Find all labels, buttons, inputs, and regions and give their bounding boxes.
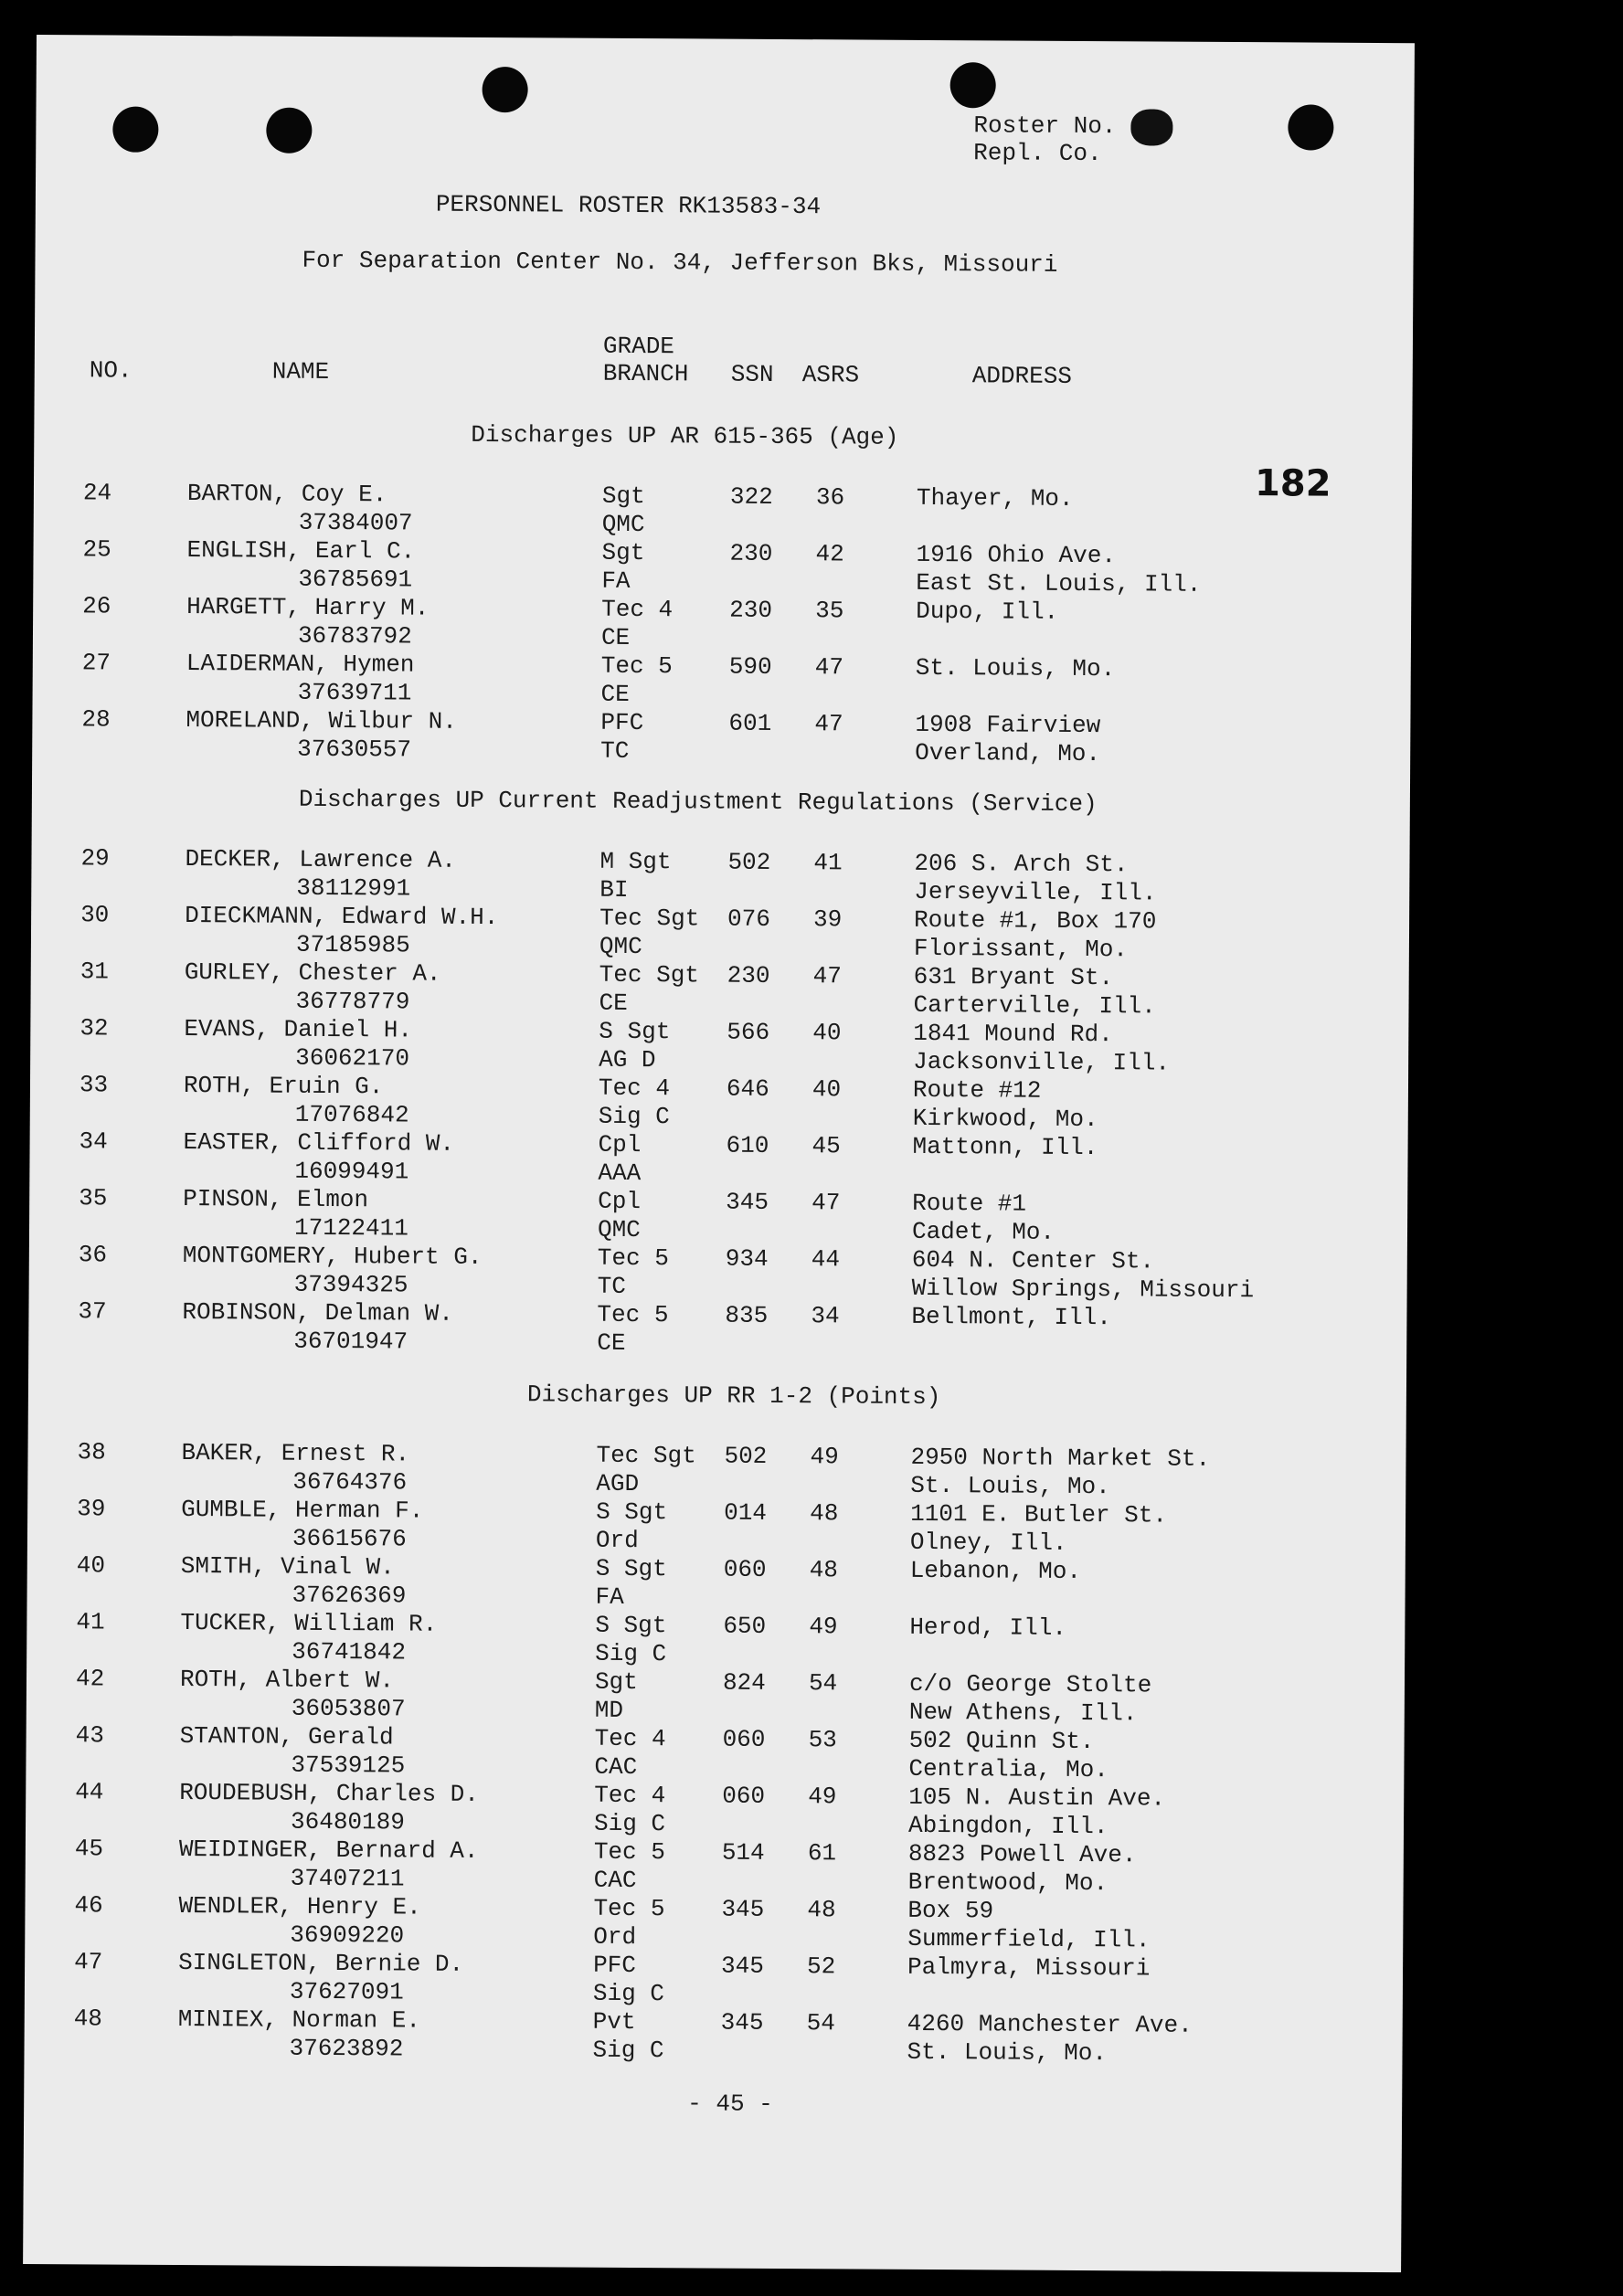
row-name: ROTH, Albert W. xyxy=(179,1665,395,1695)
row-address-line1: Bellmont, Ill. xyxy=(911,1302,1111,1332)
row-serial: 36764376 xyxy=(292,1467,408,1497)
row-no: 34 xyxy=(79,1127,108,1156)
row-no: 43 xyxy=(75,1721,104,1750)
row-name: GUMBLE, Herman F. xyxy=(181,1495,424,1525)
repl-co-label: Repl. Co. xyxy=(973,139,1102,168)
row-grade: Sgt xyxy=(601,481,645,511)
row-no: 32 xyxy=(80,1014,109,1042)
row-serial: 37185985 xyxy=(295,930,410,959)
row-branch: AG D xyxy=(599,1045,656,1074)
row-asrs: 36 xyxy=(815,483,845,512)
row-ssn: 650 xyxy=(723,1612,767,1640)
row-branch: Ord xyxy=(595,1526,639,1555)
row-serial: 36909220 xyxy=(290,1920,405,1950)
row-serial: 36615676 xyxy=(292,1524,407,1553)
row-branch: CE xyxy=(597,1328,626,1357)
row-no: 24 xyxy=(82,479,112,507)
row-asrs: 45 xyxy=(812,1132,841,1160)
row-branch: Sig C xyxy=(593,1809,666,1838)
row-grade: Tec 5 xyxy=(593,1837,665,1867)
row-asrs: 41 xyxy=(813,849,843,877)
row-branch: AGD xyxy=(596,1469,640,1498)
row-grade: PFC xyxy=(593,1951,637,1980)
row-name: PINSON, Elmon xyxy=(183,1185,369,1214)
row-address-line1: Lebanon, Mo. xyxy=(909,1556,1082,1586)
col-grade: GRADE xyxy=(602,332,675,361)
row-serial: 37539125 xyxy=(291,1751,406,1780)
row-address-line1: Route #1, Box 170 xyxy=(914,905,1157,936)
row-no: 39 xyxy=(77,1495,106,1523)
section-heading: Discharges UP AR 615-365 (Age) xyxy=(471,420,899,451)
row-no: 40 xyxy=(76,1551,106,1580)
row-ssn: 076 xyxy=(727,905,771,933)
row-grade: Tec 4 xyxy=(594,1781,666,1810)
row-asrs: 40 xyxy=(812,1075,842,1104)
row-address-line2: Cadet, Mo. xyxy=(911,1217,1055,1246)
row-address-line1: 631 Bryant St. xyxy=(913,962,1114,992)
row-ssn: 060 xyxy=(723,1555,767,1583)
row-asrs: 47 xyxy=(812,962,843,990)
row-serial: 16099491 xyxy=(294,1157,409,1186)
page-title: PERSONNEL ROSTER RK13583-34 xyxy=(435,190,822,221)
row-asrs: 39 xyxy=(813,905,843,934)
row-ssn: 610 xyxy=(726,1131,769,1159)
row-address-line1: Thayer, Mo. xyxy=(916,483,1074,513)
col-address: ADDRESS xyxy=(971,362,1073,390)
row-address-line1: Herod, Ill. xyxy=(909,1613,1067,1642)
row-serial: 38112991 xyxy=(296,873,411,903)
row-ssn: 230 xyxy=(729,539,773,567)
row-name: WEIDINGER, Bernard A. xyxy=(178,1835,479,1865)
row-asrs: 47 xyxy=(814,653,844,682)
row-serial: 36778779 xyxy=(295,987,410,1016)
col-branch: BRANCH xyxy=(602,359,689,388)
row-no: 45 xyxy=(74,1835,104,1863)
row-grade: PFC xyxy=(600,708,644,737)
row-branch: BI xyxy=(599,875,629,904)
section-heading: Discharges UP RR 1-2 (Points) xyxy=(526,1381,941,1412)
row-serial: 36701947 xyxy=(293,1327,408,1356)
row-address-line2: Brentwood, Mo. xyxy=(907,1867,1109,1898)
row-name: LAIDERMAN, Hymen xyxy=(186,650,415,679)
row-no: 42 xyxy=(75,1665,105,1693)
row-asrs: 49 xyxy=(808,1783,837,1811)
row-address-line2: Kirkwood, Mo. xyxy=(912,1104,1098,1134)
row-address-line1: 502 Quinn St. xyxy=(908,1726,1095,1756)
row-name: ROBINSON, Delman W. xyxy=(182,1298,454,1328)
row-ssn: 014 xyxy=(724,1498,768,1527)
row-address-line1: 1101 E. Butler St. xyxy=(910,1499,1168,1529)
row-name: MINIEX, Norman E. xyxy=(177,2005,421,2035)
row-ssn: 345 xyxy=(726,1188,769,1216)
row-name: EVANS, Daniel H. xyxy=(184,1015,413,1044)
row-branch: Sig C xyxy=(592,1979,665,2008)
row-ssn: 646 xyxy=(726,1074,769,1103)
row-address-line1: 2950 North Market St. xyxy=(910,1443,1211,1473)
row-branch: QMC xyxy=(597,1215,641,1244)
row-ssn: 502 xyxy=(727,848,771,876)
row-asrs: 34 xyxy=(811,1302,840,1330)
row-name: ENGLISH, Earl C. xyxy=(186,536,416,566)
row-name: STANTON, Gerald xyxy=(179,1721,394,1751)
row-branch: AAA xyxy=(598,1159,642,1188)
row-ssn: 345 xyxy=(721,1952,765,1980)
punch-hole xyxy=(482,67,527,112)
row-address-line2: St. Louis, Mo. xyxy=(907,2037,1108,2068)
row-address-line2: New Athens, Ill. xyxy=(908,1698,1138,1728)
row-no: 31 xyxy=(80,958,110,986)
row-no: 27 xyxy=(81,649,111,677)
row-branch: TC xyxy=(600,736,630,765)
row-no: 26 xyxy=(82,592,111,620)
row-serial: 37630557 xyxy=(297,735,412,764)
row-no: 29 xyxy=(80,844,110,873)
row-address-line1: St. Louis, Mo. xyxy=(915,653,1116,683)
section-heading: Discharges UP Current Readjustment Regulations (Service) xyxy=(298,785,1098,819)
row-ssn: 345 xyxy=(721,1895,765,1923)
row-asrs: 35 xyxy=(815,597,844,625)
row-address-line2: Jacksonville, Ill. xyxy=(913,1047,1171,1077)
row-branch: CE xyxy=(600,623,631,651)
row-address-line1: Palmyra, Missouri xyxy=(907,1952,1151,1983)
row-grade: Tec 4 xyxy=(598,1074,671,1103)
row-address-line2: Summerfield, Ill. xyxy=(907,1924,1151,1954)
col-asrs: ASRS xyxy=(801,361,860,389)
row-grade: Cpl xyxy=(598,1130,642,1159)
row-serial: 37394325 xyxy=(293,1270,408,1299)
row-address-line1: 105 N. Austin Ave. xyxy=(908,1783,1166,1813)
row-branch: QMC xyxy=(601,510,645,539)
row-no: 35 xyxy=(79,1184,108,1212)
row-address-line1: 8823 Powell Ave. xyxy=(907,1839,1137,1869)
row-branch: QMC xyxy=(599,932,642,961)
row-address-line2: Centralia, Mo. xyxy=(908,1754,1109,1784)
row-grade: Tec Sgt xyxy=(599,904,700,933)
punch-hole xyxy=(112,107,158,153)
row-name: GURLEY, Chester A. xyxy=(184,958,441,988)
row-name: WENDLER, Henry E. xyxy=(178,1891,421,1921)
row-ssn: 322 xyxy=(729,482,773,511)
row-address-line2: Olney, Ill. xyxy=(909,1528,1067,1557)
row-asrs: 40 xyxy=(812,1019,842,1047)
row-asrs: 48 xyxy=(809,1556,839,1584)
row-serial: 17076842 xyxy=(294,1100,409,1129)
row-ssn: 060 xyxy=(722,1782,766,1810)
row-ssn: 835 xyxy=(725,1301,769,1329)
row-ssn: 824 xyxy=(722,1668,766,1697)
row-branch: MD xyxy=(594,1696,624,1724)
row-no: 36 xyxy=(78,1241,108,1269)
row-asrs: 52 xyxy=(807,1952,836,1981)
row-address-line1: 4260 Manchester Ave. xyxy=(907,2009,1193,2039)
row-grade: Pvt xyxy=(592,2007,636,2037)
row-grade: Tec 4 xyxy=(594,1724,666,1753)
row-address-line1: c/o George Stolte xyxy=(908,1669,1152,1699)
row-name: ROTH, Eruin G. xyxy=(183,1072,384,1101)
row-address-line2: St. Louis, Mo. xyxy=(910,1471,1110,1501)
row-name: MONTGOMERY, Hubert G. xyxy=(182,1242,483,1272)
row-name: SINGLETON, Bernie D. xyxy=(178,1948,464,1978)
row-address-line2: Carterville, Ill. xyxy=(913,990,1156,1021)
row-branch: FA xyxy=(595,1582,624,1611)
punch-hole xyxy=(266,108,312,153)
row-address-line2: Jerseyville, Ill. xyxy=(914,877,1157,907)
row-serial: 37384007 xyxy=(298,508,413,537)
row-no: 44 xyxy=(75,1778,104,1806)
row-no: 38 xyxy=(77,1438,106,1466)
row-no: 28 xyxy=(81,705,111,734)
col-no: NO. xyxy=(89,356,133,385)
row-branch: CAC xyxy=(593,1866,637,1895)
row-asrs: 48 xyxy=(810,1499,839,1528)
ink-blot xyxy=(1130,109,1172,145)
row-ssn: 590 xyxy=(728,652,772,681)
row-asrs: 53 xyxy=(808,1726,837,1754)
punch-hole xyxy=(950,62,996,108)
row-grade: Tec Sgt xyxy=(599,960,700,989)
row-branch: Sig C xyxy=(592,2036,664,2065)
row-serial: 36062170 xyxy=(295,1043,410,1073)
row-serial: 37623892 xyxy=(289,2034,404,2063)
row-grade: S Sgt xyxy=(596,1497,668,1527)
row-branch: CE xyxy=(599,989,628,1017)
row-asrs: 47 xyxy=(814,710,843,738)
col-ssn: SSN xyxy=(730,360,774,388)
row-grade: Sgt xyxy=(594,1667,638,1697)
row-grade: Tec 5 xyxy=(597,1243,669,1273)
row-ssn: 601 xyxy=(728,709,772,737)
row-address-line2: Overland, Mo. xyxy=(915,738,1101,768)
row-serial: 37627091 xyxy=(289,1977,404,2006)
row-asrs: 49 xyxy=(809,1613,838,1641)
row-branch: CAC xyxy=(594,1752,638,1782)
row-ssn: 514 xyxy=(721,1838,765,1867)
row-address-line1: 1916 Ohio Ave. xyxy=(916,540,1117,570)
row-branch: Sig C xyxy=(598,1102,670,1131)
row-serial: 17122411 xyxy=(293,1213,408,1243)
row-asrs: 44 xyxy=(811,1245,841,1274)
row-address-line1: Mattonn, Ill. xyxy=(912,1132,1098,1162)
row-ssn: 934 xyxy=(725,1244,769,1273)
row-serial: 36741842 xyxy=(292,1637,407,1666)
row-address-line1: Dupo, Ill. xyxy=(916,597,1059,626)
row-address-line2: Abingdon, Ill. xyxy=(907,1811,1109,1841)
row-grade: Tec 5 xyxy=(597,1300,669,1329)
row-address-line2: East St. Louis, Ill. xyxy=(916,568,1202,598)
row-name: ROUDEBUSH, Charles D. xyxy=(179,1778,479,1808)
row-grade: S Sgt xyxy=(599,1017,671,1046)
roster-page xyxy=(23,35,1415,2272)
row-grade: Sgt xyxy=(601,538,645,567)
row-grade: Tec Sgt xyxy=(596,1441,696,1470)
page-subtitle: For Separation Center No. 34, Jefferson Bks, Missouri xyxy=(302,246,1058,279)
row-ssn: 345 xyxy=(720,2008,764,2037)
row-branch: FA xyxy=(601,566,631,595)
row-serial: 36480189 xyxy=(290,1807,405,1836)
row-address-line1: Route #12 xyxy=(912,1075,1042,1105)
row-no: 33 xyxy=(79,1071,109,1099)
row-name: DIECKMANN, Edward W.H. xyxy=(185,902,499,932)
row-grade: Tec 5 xyxy=(593,1894,665,1923)
row-no: 48 xyxy=(73,2005,103,2033)
row-name: BARTON, Coy E. xyxy=(186,480,387,509)
row-no: 46 xyxy=(74,1891,103,1920)
row-ssn: 230 xyxy=(729,596,773,624)
row-grade: Tec 5 xyxy=(600,651,673,681)
row-address-line1: 604 N. Center St. xyxy=(911,1245,1155,1275)
row-address-line1: 206 S. Arch St. xyxy=(914,849,1129,879)
punch-hole xyxy=(1288,104,1333,150)
row-serial: 37407211 xyxy=(290,1864,405,1893)
row-address-line1: 1841 Mound Rd. xyxy=(913,1019,1113,1049)
row-no: 41 xyxy=(76,1608,105,1636)
row-grade: Cpl xyxy=(598,1187,642,1216)
row-name: TUCKER, William R. xyxy=(180,1608,438,1638)
row-address-line2: Willow Springs, Missouri xyxy=(911,1274,1255,1305)
row-asrs: 47 xyxy=(812,1189,841,1217)
row-no: 30 xyxy=(80,901,110,929)
row-name: BAKER, Ernest R. xyxy=(181,1438,410,1468)
row-branch: Ord xyxy=(593,1922,637,1952)
row-address-line1: 1908 Fairview xyxy=(915,710,1101,740)
row-name: SMITH, Vinal W. xyxy=(180,1551,395,1582)
row-serial: 37639711 xyxy=(297,678,412,707)
row-ssn: 502 xyxy=(724,1442,768,1470)
row-asrs: 42 xyxy=(815,540,844,568)
row-serial: 36785691 xyxy=(298,565,413,594)
row-name: DECKER, Lawrence A. xyxy=(185,845,457,874)
row-no: 25 xyxy=(82,535,111,564)
row-grade: M Sgt xyxy=(599,847,672,876)
row-grade: Tec 4 xyxy=(601,595,674,624)
row-serial: 37626369 xyxy=(292,1581,407,1610)
row-asrs: 48 xyxy=(807,1896,836,1924)
row-asrs: 54 xyxy=(806,2009,836,2037)
row-serial: 36783792 xyxy=(297,621,412,651)
col-name: NAME xyxy=(271,357,330,386)
row-ssn: 060 xyxy=(722,1725,766,1753)
row-branch: CE xyxy=(600,680,630,708)
stamp-number: 182 xyxy=(1254,462,1331,505)
row-address-line1: Box 59 xyxy=(907,1896,994,1925)
row-ssn: 230 xyxy=(727,961,770,989)
roster-no-label: Roster No. xyxy=(973,111,1117,141)
row-asrs: 49 xyxy=(810,1443,839,1471)
row-asrs: 54 xyxy=(808,1669,838,1698)
row-name: HARGETT, Harry M. xyxy=(186,593,430,622)
row-asrs: 61 xyxy=(807,1839,837,1867)
row-address-line1: Route #1 xyxy=(912,1189,1027,1218)
row-grade: S Sgt xyxy=(595,1611,667,1640)
row-ssn: 566 xyxy=(727,1018,770,1046)
row-branch: TC xyxy=(597,1272,626,1300)
row-name: MORELAND, Wilbur N. xyxy=(186,706,457,735)
page-number: - 45 - xyxy=(687,2090,773,2118)
row-grade: S Sgt xyxy=(595,1554,667,1583)
row-address-line2: Florissant, Mo. xyxy=(913,934,1129,964)
row-branch: Sig C xyxy=(595,1639,667,1668)
row-no: 37 xyxy=(78,1297,107,1326)
row-serial: 36053807 xyxy=(291,1694,406,1723)
row-no: 47 xyxy=(74,1948,103,1976)
row-name: EASTER, Clifford W. xyxy=(183,1128,455,1158)
